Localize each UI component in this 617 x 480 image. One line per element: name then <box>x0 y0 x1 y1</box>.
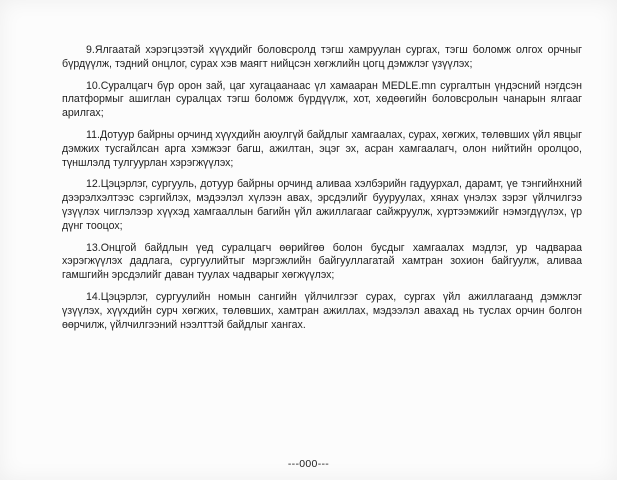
paragraph-13: 13.Онцгой байдлын үед суралцагч өөрийгөө болон бусдыг хамгаалах мэдлэг, ур чадвараа хэрэгжүүлэх дадлага, сургуулийтыг мэргэжлийн байгууллагатай хамтран зохион байгуулж, аливаа гамшгийн эрсдэлийг даван туулах чадварыг хөгжүүлэх; <box>62 241 582 282</box>
paragraph-10: 10.Суралцагч бүр орон зай, цаг хугацаанаас үл хамааран MEDLE.mn сургалтын үндэсний нэгдсэн платформыг ашиглан суралцах тэгш боломж бүрдүүлж, хот, хөдөөгийн боловсролын чанарын ялгааг арилгах; <box>62 79 582 120</box>
paragraph-14: 14.Цэцэрлэг, сургуулийн номын сангийн үйлчилгээг сурах, сургах үйл ажиллагаанд дэмжлэг үзүүлэх, хүүхдийн сурч хөгжих, төлөвших, хамтран ажиллах, мэдээлэл авахад нь туслах орчин болгон өөрчилж, үйлчилгээний нээлттэй байдлыг хангах. <box>62 290 582 331</box>
end-marker: ---000--- <box>287 458 330 470</box>
paragraph-12: 12.Цэцэрлэг, сургууль, дотуур байрны орчинд аливаа хэлбэрийн гадуурхал, дарамт, үе тэнгийнхний дээрэлхэлтээс сэргийлэх, мэдээлэл хүлээн авах, эрсдэлийг бууруулах, хянах үнэлэх зэрэг үйлчилгээ үзүүлэх чиглэлээр хүүхэд хамгааллын багийн үйл ажиллагааг сайжруулж, хүртээмжийг нэмэгдүүлэх, үр дүнг тооцох; <box>62 178 582 232</box>
document-body <box>62 44 582 340</box>
paragraph-11: 11.Дотуур байрны орчинд хүүхдийн аюулгүй байдлыг хамгаалах, сурах, хөгжих, төлөвших үйл явцыг дэмжих тусгайлсан арга хэмжээг багш, ажилтан, эцэг эх, асран хамгаалагч, олон нийтийн оролцоо, түншлэлд тулгуурлан хэрэгжүүлэх; <box>62 128 582 169</box>
paragraph-9: 9.Ялгаатай хэрэгцээтэй хүүхдийг боловсролд тэгш хамруулан сургах, тэгш боломж олгох орчныг бүрдүүлж, тэдний онцлог, сурах хэв маягт нийцсэн хөгжлийн цогц дэмжлэг үзүүлэх; <box>62 44 582 70</box>
